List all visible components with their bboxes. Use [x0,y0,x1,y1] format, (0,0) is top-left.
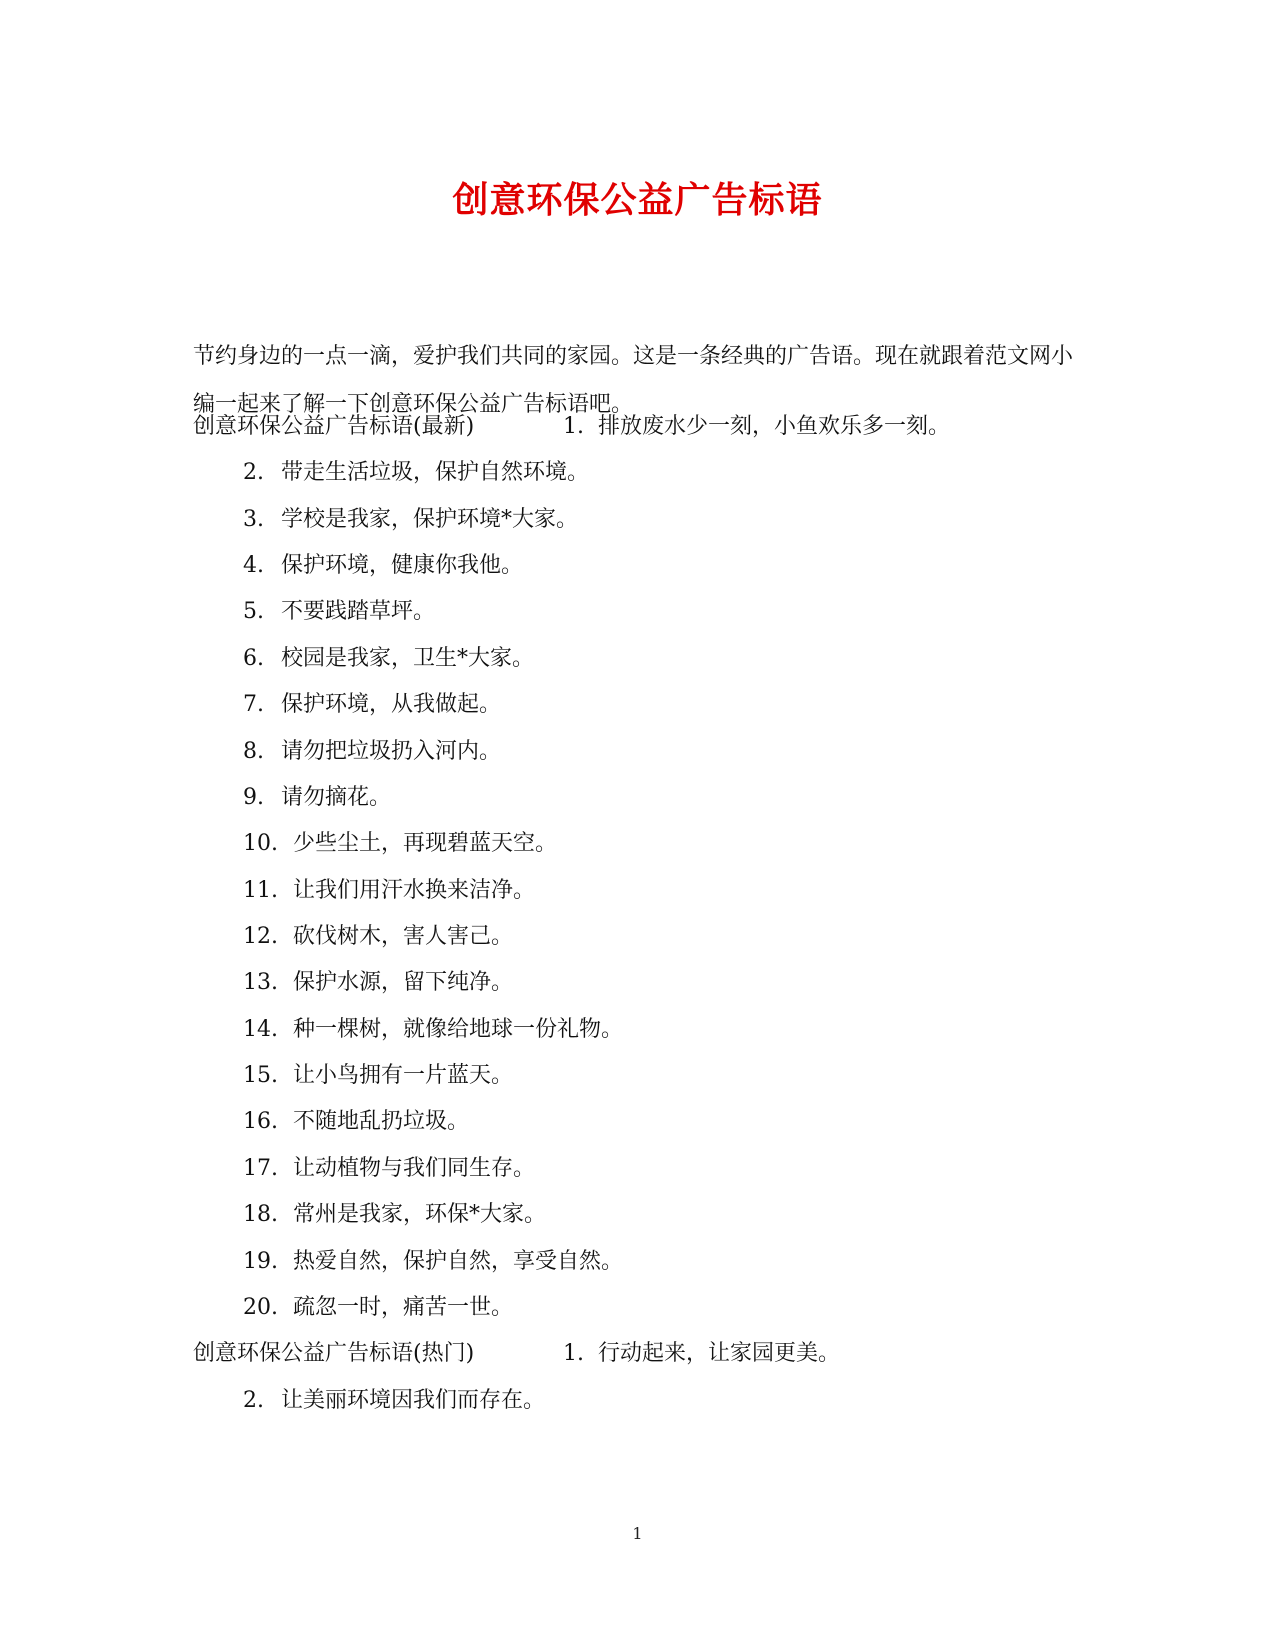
intro-paragraph: 节约身边的一点一滴，爱护我们共同的家园。这是一条经典的广告语。现在就跟着范文网小编一起来了解一下创意环保公益广告标语吧。 [193,344,1074,417]
list-item [243,876,535,906]
list-item-text: 不随地乱扔垃圾。 [293,1109,470,1134]
list-item-number: 5. [243,599,264,624]
list-item-text: 校园是我家，卫生*大家。 [281,646,535,671]
list-item-text: 少些尘土，再现碧蓝天空。 [293,831,558,856]
list-item [243,1247,623,1277]
list-item [243,1386,545,1416]
list-item-number: 13. [243,970,278,995]
list-item-text: 让小鸟拥有一片蓝天。 [293,1063,514,1088]
list-item-number: 16. [243,1109,278,1134]
page-number: 1 [632,1524,643,1543]
list-item-text: 种一棵树，就像给地球一份礼物。 [293,1017,624,1042]
list-item-number: 14. [243,1017,278,1042]
list-item-number: 18. [243,1202,278,1227]
list-item [243,1061,513,1091]
list-item [243,1107,469,1137]
list-item-text: 疏忽一时，痛苦一世。 [293,1295,514,1320]
list-item-text: 不要践踏草坪。 [281,599,436,624]
list-item [243,458,589,488]
list-item-text: 热爱自然，保护自然，享受自然。 [293,1249,624,1274]
list-item-text: 保护环境，从我做起。 [281,692,502,717]
list-item [243,737,501,767]
list-item [243,690,501,720]
list-item-number: 10. [243,831,278,856]
list-item [243,829,557,859]
list-item-text: 排放废水少一刻，小鱼欢乐多一刻。 [598,414,951,439]
list-item-number: 19. [243,1249,278,1274]
list-item-number: 4. [243,553,264,578]
document-title: 创意环保公益广告标语 [452,179,823,221]
list-item [243,783,391,813]
list-item-text: 带走生活垃圾，保护自然环境。 [281,460,590,485]
list-item-text: 请勿把垃圾扔入河内。 [281,739,502,764]
list-item-number: 1. [563,1341,584,1366]
list-item-number: 2. [243,1388,264,1413]
list-item [243,644,534,674]
list-item [243,968,513,998]
list-item [243,1154,535,1184]
list-item-number: 8. [243,739,264,764]
list-item-number: 15. [243,1063,278,1088]
list-item [243,551,523,581]
section-heading-line [193,1339,840,1369]
list-item [243,597,435,627]
list-item-text: 砍伐树木，害人害己。 [293,924,514,949]
list-item-text: 保护环境，健康你我他。 [281,553,524,578]
list-item-number: 11. [243,878,278,903]
section-heading: 创意环保公益广告标语(最新) [193,414,475,439]
list-item [243,1200,546,1230]
list-item-text: 学校是我家，保护环境*大家。 [281,507,579,532]
list-item-text: 请勿摘花。 [281,785,392,810]
list-item-text: 保护水源，留下纯净。 [293,970,514,995]
section-heading-line [193,412,950,442]
list-item-number: 2. [243,460,264,485]
list-item-number: 12. [243,924,278,949]
list-item [243,1293,513,1323]
list-item-text: 让我们用汗水换来洁净。 [293,878,536,903]
list-item-text: 让动植物与我们同生存。 [293,1156,536,1181]
list-item-number: 17. [243,1156,278,1181]
list-item-number: 3. [243,507,264,532]
list-item-text: 常州是我家，环保*大家。 [293,1202,547,1227]
list-item-text: 让美丽环境因我们而存在。 [281,1388,546,1413]
list-item-number: 7. [243,692,264,717]
list-item-text: 行动起来，让家园更美。 [598,1341,841,1366]
list-item-number: 20. [243,1295,278,1320]
list-item-number: 9. [243,785,264,810]
list-item [243,1015,623,1045]
list-item-number: 6. [243,646,264,671]
list-item [243,505,578,535]
list-item [243,922,513,952]
section-heading: 创意环保公益广告标语(热门) [193,1341,475,1366]
list-item-number: 1. [563,414,584,439]
